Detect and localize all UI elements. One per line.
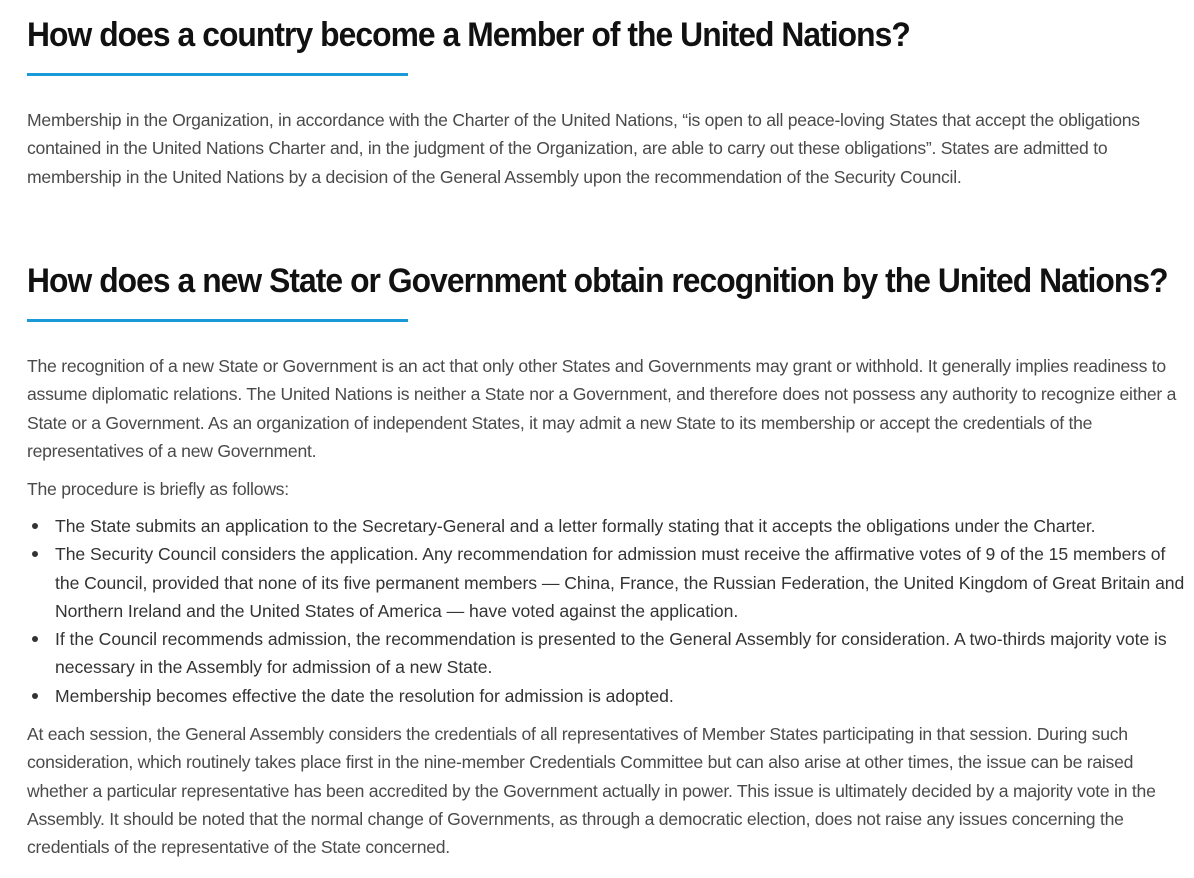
recognition-paragraph: The recognition of a new State or Government is an act that only other States and Governments may grant or withhold. It generally implies readiness to assume diplomatic relations. The United Nations is neither a State nor a Government, and therefore does not possess any authority to recognize either a State or a Government. As an organization of independent States, it may admit a new State to its membership or accept the credentials of the representatives of a new Government. <box>27 356 1177 461</box>
bullet-icon <box>32 551 38 557</box>
list-item <box>27 625 1187 682</box>
heading-underline-accent <box>27 319 408 322</box>
list-item <box>27 512 1187 540</box>
list-item <box>27 540 1187 625</box>
bullet-icon <box>32 636 38 642</box>
procedure-intro: The procedure is briefly as follows: <box>27 479 289 499</box>
list-item-text: The State submits an application to the Secretary-General and a letter formally stating that it accepts the obligations under the Charter. <box>55 516 1096 536</box>
section-heading-membership: How does a country become a Member of the United Nations? <box>27 16 910 54</box>
list-item-text: Membership becomes effective the date the resolution for admission is adopted. <box>55 685 674 706</box>
heading-underline-accent <box>27 73 408 76</box>
bullet-icon <box>32 693 38 699</box>
bullet-icon <box>32 523 38 529</box>
list-item <box>27 682 1187 710</box>
credentials-paragraph: At each session, the General Assembly considers the credentials of all representatives of Member States participating in that session. During such consideration, which routinely takes place first in the nine-member Credentials Committee but can also arise at other times, the issue can be raised whether a particular representative has been accredited by the Government actually in power. This issue is ultimately decided by a majority vote in the Assembly. It should be noted that the normal change of Governments, as through a democratic election, does not raise any issues concerning the credentials of the representative of the State concerned. <box>27 724 1156 858</box>
procedure-steps-list <box>27 512 1187 710</box>
section-heading-recognition: How does a new State or Government obtain recognition by the United Nations? <box>27 262 1168 300</box>
membership-paragraph: Membership in the Organization, in accordance with the Charter of the United Nations, “is open to all peace-loving States that accept the obligations contained in the United Nations Charter and, in the judgment of the Organization, are able to carry out these obligations”. States are admitted to membership in the United Nations by a decision of the General Assembly upon the recommendation of the Security Council. <box>27 110 1140 187</box>
list-item-text: The Security Council considers the application. Any recommendation for admission must receive the affirmative votes of 9 of the 15 members of the Council, provided that none of its five permanent members — China, France, the Russian Federation, the United Kingdom of Great Britain and Northern Ireland and the United States of America — have voted against the application. <box>55 544 1185 621</box>
list-item-text: If the Council recommends admission, the recommendation is presented to the General Assembly for consideration. A two-thirds majority vote is necessary in the Assembly for admission of a new State. <box>55 629 1167 678</box>
